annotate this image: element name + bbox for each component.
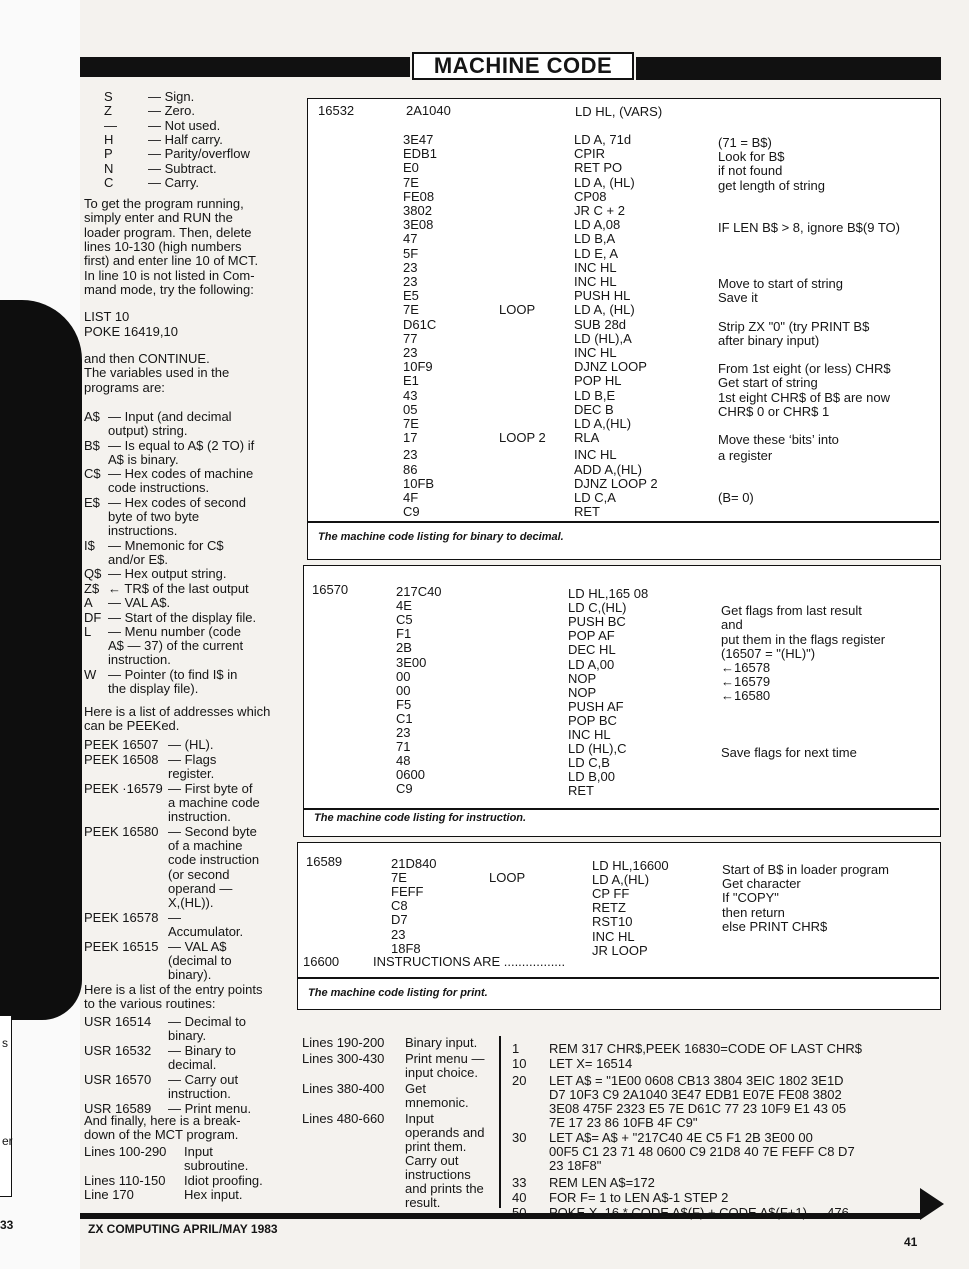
variable-desc: code instructions. — [108, 480, 210, 496]
intro-line: To get the program running, — [84, 196, 244, 211]
peek-desc: a machine code — [168, 795, 260, 810]
header-bar-right — [636, 57, 941, 80]
entry-intro-line: Here is a list of the entry points — [84, 982, 263, 997]
listing-mnemonic: LD HL,16600 — [592, 858, 669, 873]
peek-desc: instruction. — [168, 809, 231, 825]
breakdown-lines: Lines 300-430 — [302, 1051, 385, 1066]
listing-mnemonic: RET PO — [574, 160, 623, 176]
peek-desc: code instruction — [168, 852, 260, 868]
breakdown-desc: Get — [405, 1081, 426, 1096]
listing-hex: 10FB — [403, 475, 435, 491]
variable-desc: — Menu number (code — [108, 624, 241, 640]
program-line-text: D7 10F3 C9 2A1040 3E47 EDB1 E07E FE08 3802 — [549, 1087, 842, 1102]
variable-desc: instruction. — [108, 652, 171, 668]
listing-comment: Get character — [722, 876, 801, 892]
breakdown-desc: subroutine. — [184, 1158, 249, 1174]
listing-mnemonic: LD C,(HL) — [568, 600, 627, 616]
peek-intro-line: Here is a list of addresses which — [84, 704, 271, 719]
listing-hex: 217C40 — [396, 584, 442, 599]
listing-comment: Look for B$ — [718, 149, 785, 164]
listing-caption: The machine code listing for print. — [308, 987, 488, 999]
program-line-text: POKE X, 16 * CODE A$(F) + CODE A$(F+1) — 476 — [549, 1205, 849, 1220]
listing-mnemonic: DEC B — [574, 401, 614, 417]
peek-desc: register. — [168, 766, 215, 781]
entry-address: USR 16514 — [84, 1014, 152, 1029]
flag-desc: — Not used. — [148, 117, 221, 133]
program-line-text: 3E08 475F 2323 E5 7E D61C 77 23 10F9 E1 43 05 — [549, 1101, 847, 1116]
listing-hex: E5 — [403, 288, 419, 304]
entry-desc: — Decimal to — [168, 1014, 247, 1029]
listing-mnemonic: DJNZ LOOP 2 — [574, 475, 658, 491]
listing-label: LOOP — [499, 302, 536, 318]
listing-mnemonic: LD B,00 — [568, 769, 615, 785]
peek-address: PEEK 16515 — [84, 938, 159, 954]
peek-desc: — VAL A$ — [168, 938, 227, 954]
variable-name: W — [84, 666, 97, 682]
breakdown-desc: Input — [405, 1111, 434, 1126]
program-line-text: REM 317 CHR$,PEEK 16830=CODE OF LAST CHR$ — [549, 1041, 862, 1056]
peek-desc: Accumulator. — [168, 924, 244, 939]
flag-key: — — [104, 117, 117, 133]
breakdown-desc: Print menu — — [405, 1051, 485, 1066]
footer-issue: ZX COMPUTING APRIL/MAY 1983 — [88, 1222, 278, 1236]
program-line-number: 30 — [512, 1130, 527, 1145]
listing-comment: Start of B$ in loader program — [722, 862, 889, 877]
listing-footer-text: INSTRUCTIONS ARE ................. — [373, 954, 566, 969]
variable-desc: — Pointer (to find I$ in — [108, 666, 238, 682]
listing-hex: FE08 — [403, 188, 435, 204]
listing-hex: 18F8 — [391, 940, 421, 956]
breakdown-desc: Input — [184, 1144, 213, 1159]
section-title: MACHINE CODE — [412, 52, 634, 80]
breakdown-desc: Idiot proofing. — [184, 1172, 263, 1188]
listing-hex: 43 — [403, 387, 418, 403]
listing-hex: 71 — [396, 739, 411, 755]
variable-name: Q$ — [84, 566, 102, 582]
breakdown-lines: Lines 480-660 — [302, 1111, 385, 1126]
breakdown-lines: Lines 190-200 — [302, 1035, 385, 1050]
peek-address: PEEK 16507 — [84, 737, 159, 752]
left-page-illustration — [0, 300, 82, 1020]
listing-mnemonic: PUSH AF — [568, 698, 624, 714]
continue-line: and then CONTINUE. — [84, 351, 210, 366]
left-page-number: 33 — [0, 1218, 14, 1232]
breakdown-desc: print them. — [405, 1139, 467, 1154]
peek-desc: operand — — [168, 880, 233, 896]
variable-name: E$ — [84, 494, 100, 510]
listing-mnemonic: PUSH HL — [574, 288, 631, 304]
flag-key: S — [104, 89, 113, 104]
variable-desc: ← TR$ of the last output — [108, 580, 249, 596]
peek-intro-line: can be PEEKed. — [84, 718, 180, 734]
listing-hex: 00 — [396, 668, 411, 684]
listing-mnemonic: SUB 28d — [574, 316, 627, 332]
listing-hex: 7E — [403, 174, 419, 190]
program-line-number: 50 — [512, 1205, 527, 1220]
listing-comment: ←16579 — [721, 674, 771, 689]
flag-desc: — Half carry. — [148, 131, 223, 147]
variable-desc: — VAL A$. — [108, 595, 171, 611]
listing-hex: FEFF — [391, 884, 424, 900]
variable-desc: — Hex codes of second — [108, 494, 247, 510]
listing-comment: CHR$ 0 or CHR$ 1 — [718, 404, 830, 419]
listing-mnemonic: LD C,A — [574, 490, 616, 505]
listing-comment: Save it — [718, 290, 758, 305]
breakdown-desc: result. — [405, 1195, 441, 1210]
listing-hex: 23 — [396, 725, 411, 740]
listing-comment: after binary input) — [718, 333, 820, 348]
listing-mnemonic: INC HL — [574, 259, 617, 275]
listing-mnemonic: INC HL — [574, 447, 617, 463]
program-line-number: 20 — [512, 1073, 527, 1088]
listing-hex: 3E00 — [396, 654, 427, 670]
listing-mnemonic: JR LOOP — [592, 942, 648, 958]
listing-hex: 0600 — [396, 767, 425, 783]
entry-desc: instruction. — [168, 1086, 231, 1102]
listing-hex: 21D840 — [391, 856, 437, 871]
listing-hex: 05 — [403, 401, 418, 417]
breakdown-lines: Lines 110-150 — [84, 1172, 166, 1188]
next-page-arrow-icon — [920, 1188, 944, 1220]
program-line-text: 00F5 C1 23 71 48 0600 C9 21D8 40 7E FEFF C8 D7 — [549, 1144, 855, 1159]
caption-divider — [308, 521, 939, 523]
entry-intro-line: to the various routines: — [84, 996, 216, 1012]
breakdown-lines: Line 170 — [84, 1187, 134, 1203]
listing-hex: 3E47 — [403, 132, 434, 147]
program-line-text: LET X= 16514 — [549, 1056, 633, 1071]
breakdown-lines: Lines 380-400 — [302, 1081, 385, 1096]
peek-desc: (or second — [168, 866, 230, 882]
intro-line: mand mode, try the following: — [84, 281, 254, 297]
listing-hex: 23 — [403, 259, 418, 275]
variable-desc: output) string. — [108, 423, 188, 439]
listing-hex: F5 — [396, 696, 412, 712]
variable-name: DF — [84, 609, 102, 625]
listing-mnemonic: PUSH BC — [568, 614, 626, 630]
variable-name: A — [84, 595, 93, 611]
variable-desc: A$ is binary. — [108, 451, 179, 467]
breakdown-desc: Hex input. — [184, 1187, 243, 1203]
listing-comment: Move these ‘bits’ into — [718, 432, 839, 447]
peek-address: PEEK 16580 — [84, 824, 159, 839]
listing-address: 16600 — [303, 954, 340, 969]
listing-comment: Strip ZX "0" (try PRINT B$ — [718, 319, 870, 334]
flag-desc: — Sign. — [148, 89, 195, 104]
variable-desc: A$ — 37) of the current — [108, 638, 244, 654]
listing-hex: 23 — [403, 274, 418, 289]
peek-address: PEEK 16508 — [84, 751, 159, 767]
listing-mnemonic: POP AF — [568, 628, 615, 644]
listing-mnemonic: LD B,A — [574, 231, 616, 247]
command-line: POKE 16419,10 — [84, 323, 178, 339]
listing-hex: E0 — [403, 160, 419, 176]
listing-comment: ←16578 — [721, 660, 771, 675]
flag-key: C — [104, 174, 114, 190]
listing-hex: 3802 — [403, 203, 432, 218]
peek-address: PEEK ·16579 — [84, 780, 163, 796]
listing-mnemonic: NOP — [568, 670, 597, 686]
variable-name: A$ — [84, 409, 100, 424]
listing-hex: 4F — [403, 490, 419, 505]
listing-mnemonic: CP08 — [574, 188, 607, 204]
listing-mnemonic: POP BC — [568, 712, 617, 728]
listing-hex: D7 — [391, 912, 408, 928]
listing-hex: 77 — [403, 330, 418, 346]
listing-hex: 3E08 — [403, 217, 434, 233]
peek-desc: — — [168, 909, 181, 925]
program-line-number: 1 — [512, 1041, 520, 1056]
listing-comment: IF LEN B$ > 8, ignore B$(9 TO) — [718, 220, 900, 235]
variable-desc: — Start of the display file. — [108, 609, 257, 625]
listing-mnemonic: LD B,E — [574, 387, 616, 403]
listing-hex: C1 — [396, 710, 413, 726]
program-line-text: REM LEN A$=172 — [549, 1175, 655, 1190]
listing-mnemonic: POP HL — [574, 373, 622, 389]
listing-mnemonic: LD C,B — [568, 755, 610, 771]
listing-mnemonic: LD A,(HL) — [574, 416, 632, 431]
flag-key: N — [104, 160, 114, 176]
listing-comment: Save flags for next time — [721, 745, 857, 760]
listing-hex: C5 — [396, 612, 413, 628]
flag-desc: — Subtract. — [148, 160, 217, 176]
variable-desc: byte of two byte — [108, 508, 200, 524]
peek-desc: — Flags — [168, 751, 217, 767]
command-line: LIST 10 — [84, 309, 130, 324]
listing-hex: 47 — [403, 231, 418, 247]
listing-comment: put them in the flags register — [721, 632, 886, 647]
listing-hex: C9 — [403, 504, 420, 520]
breakdown-desc: instructions — [405, 1167, 471, 1182]
listing-mnemonic: LD HL,165 08 — [568, 586, 649, 601]
listing-comment: 1st eight CHR$ of B$ are now — [718, 390, 890, 405]
listing-mnemonic: RET — [568, 783, 594, 799]
listing-mnemonic: INC HL — [574, 274, 617, 289]
listing-comment: (B= 0) — [718, 490, 754, 505]
variable-name: B$ — [84, 437, 100, 453]
variable-desc: — Is equal to A$ (2 TO) if — [108, 437, 255, 453]
flag-desc: — Zero. — [148, 103, 195, 119]
listing-comment: ←16580 — [721, 688, 771, 703]
listing-mnemonic: CP FF — [592, 886, 630, 902]
listing-mnemonic: LD (HL),A — [574, 330, 632, 346]
listing-caption: The machine code listing for instruction. — [314, 812, 527, 824]
listing-comment: get length of string — [718, 178, 825, 193]
entry-address: USR 16570 — [84, 1072, 152, 1087]
program-line-text: LET A$= A$ + "217C40 4E C5 F1 2B 3E00 00 — [549, 1130, 813, 1145]
intro-line: first) and enter line 10 of MCT. — [84, 253, 259, 269]
variable-desc: and/or E$. — [108, 551, 168, 567]
variable-desc: the display file). — [108, 680, 199, 696]
listing-comment: if not found — [718, 163, 783, 178]
listing-address: 16570 — [312, 582, 349, 597]
listing-label: LOOP — [489, 870, 526, 886]
left-page-fragment: er — [2, 1134, 13, 1148]
listing-mnemonic: RLA — [574, 430, 600, 446]
page-number: 41 — [904, 1235, 918, 1249]
entry-desc: binary. — [168, 1028, 207, 1044]
intro-line: simply enter and RUN the — [84, 210, 233, 226]
listing-mnemonic: ADD A,(HL) — [574, 461, 642, 477]
listing-comment: (71 = B$) — [718, 135, 772, 150]
entry-address: USR 16589 — [84, 1101, 152, 1116]
peek-desc: — (HL). — [168, 737, 214, 752]
breakdown-intro-line: down of the MCT program. — [84, 1127, 239, 1143]
program-line-number: 33 — [512, 1175, 527, 1190]
variable-desc: — Mnemonic for C$ — [108, 537, 224, 553]
listing-hex: 7E — [391, 870, 407, 886]
left-page-fragment: s — [2, 1036, 8, 1050]
listing-mnemonic: RST10 — [592, 914, 633, 930]
peek-desc: — Second byte — [168, 824, 257, 839]
listing-hex: C9 — [396, 781, 413, 797]
variable-desc: — Hex codes of machine — [108, 466, 254, 482]
listing-mnemonic: RET — [574, 504, 600, 520]
listing-address: 16532 — [318, 103, 355, 118]
listing-mnemonic: LD A, 71d — [574, 132, 632, 147]
listing-mnemonic: LD (HL),C — [568, 741, 627, 757]
entry-address: USR 16532 — [84, 1043, 152, 1058]
listing-comment: and — [721, 617, 743, 632]
listing-caption: The machine code listing for binary to decimal. — [318, 531, 564, 543]
listing-mnemonic: NOP — [568, 684, 597, 700]
listing-hex: 4E — [396, 598, 412, 614]
listing-mnemonic: LD A, (HL) — [574, 302, 635, 318]
entry-desc: — Carry out — [168, 1072, 239, 1087]
listing-mnemonic: LD E, A — [574, 245, 619, 261]
breakdown-intro-line: And finally, here is a break- — [84, 1113, 241, 1128]
listing-hex: 2A1040 — [406, 103, 451, 118]
header-bar-left — [80, 57, 410, 77]
entry-desc: — Binary to — [168, 1043, 236, 1058]
variable-desc: — Hex output string. — [108, 566, 227, 582]
listing-mnemonic: INC HL — [568, 727, 611, 742]
variable-desc: instructions. — [108, 523, 178, 538]
listing-hex: 5F — [403, 245, 419, 261]
variable-name: I$ — [84, 537, 95, 553]
intro-line: loader program. Then, delete — [84, 224, 252, 240]
breakdown-desc: Binary input. — [405, 1035, 478, 1050]
peek-desc: (decimal to — [168, 953, 232, 968]
caption-divider — [304, 808, 939, 810]
continue-line: The variables used in the — [84, 365, 230, 381]
listing-comment: Get start of string — [718, 375, 818, 390]
listing-hex: 2B — [396, 640, 412, 656]
peek-address: PEEK 16578 — [84, 909, 159, 925]
listing-mnemonic: LD A,(HL) — [592, 872, 650, 888]
program-divider — [499, 1036, 501, 1208]
listing-hex: 23 — [391, 926, 406, 942]
program-line-text: 7E 17 23 86 10FB 4F C9" — [549, 1115, 698, 1130]
listing-comment: (16507 = "(HL)") — [721, 646, 816, 661]
listing-mnemonic: LD A,08 — [574, 217, 621, 233]
entry-desc: decimal. — [168, 1057, 217, 1073]
listing-mnemonic: CPIR — [574, 146, 606, 162]
program-line-number: 40 — [512, 1190, 527, 1205]
listing-address: 16589 — [306, 854, 343, 869]
listing-mnemonic: JR C + 2 — [574, 203, 625, 218]
breakdown-desc: operands and — [405, 1125, 485, 1140]
breakdown-desc: input choice. — [405, 1065, 478, 1080]
program-line-text: LET A$ = "1E00 0608 CB13 3804 3EIC 1802 3E1D — [549, 1073, 844, 1088]
peek-desc: of a machine — [168, 838, 243, 854]
listing-hex: E1 — [403, 373, 419, 389]
listing-hex: 48 — [396, 753, 411, 769]
program-line-text: 23 18F8" — [549, 1158, 602, 1173]
listing-comment: From 1st eight (or less) CHR$ — [718, 361, 891, 376]
entry-desc: — Print menu. — [168, 1101, 252, 1116]
listing-mnemonic: INC HL — [592, 928, 635, 944]
continue-line: programs are: — [84, 379, 165, 395]
listing-mnemonic: RETZ — [592, 900, 626, 916]
listing-hex: 7E — [403, 416, 419, 431]
listing-mnemonic: DEC HL — [568, 642, 616, 658]
listing-hex: C8 — [391, 898, 408, 914]
listing-hex: 86 — [403, 461, 418, 477]
flag-desc: — Carry. — [148, 174, 200, 190]
listing-label: LOOP 2 — [499, 430, 546, 446]
listing-hex: 00 — [396, 682, 411, 698]
flag-key: Z — [104, 103, 112, 119]
listing-comment: else PRINT CHR$ — [722, 918, 828, 934]
variable-desc: — Input (and decimal — [108, 409, 232, 424]
peek-desc: — First byte of — [168, 780, 253, 796]
listing-hex: 7E — [403, 302, 419, 318]
listing-hex: F1 — [396, 626, 412, 642]
listing-mnemonic: LD A, (HL) — [574, 174, 635, 190]
flag-key: H — [104, 131, 114, 147]
listing-mnemonic: LD HL, (VARS) — [575, 104, 663, 119]
flag-key: P — [104, 146, 113, 162]
breakdown-desc: mnemonic. — [405, 1095, 469, 1110]
listing-hex: 17 — [403, 430, 418, 446]
listing-mnemonic: LD A,00 — [568, 656, 615, 672]
listing-comment: then return — [722, 904, 785, 920]
variable-name: Z$ — [84, 580, 100, 596]
listing-hex: 23 — [403, 345, 418, 360]
breakdown-desc: and prints the — [405, 1181, 484, 1196]
flag-desc: — Parity/overflow — [148, 146, 250, 162]
intro-line: In line 10 is not listed in Com- — [84, 267, 255, 283]
listing-mnemonic: INC HL — [574, 345, 617, 360]
listing-comment: a register — [718, 448, 773, 463]
variable-name: L — [84, 624, 92, 640]
listing-hex: D61C — [403, 316, 437, 332]
listing-comment: If "COPY" — [722, 890, 779, 906]
listing-hex: EDB1 — [403, 146, 437, 162]
breakdown-lines: Lines 100-290 — [84, 1144, 167, 1159]
peek-desc: binary). — [168, 967, 212, 983]
program-line-text: FOR F= 1 to LEN A$-1 STEP 2 — [549, 1190, 729, 1205]
listing-comment: Move to start of string — [718, 276, 843, 291]
intro-line: lines 10-130 (high numbers — [84, 238, 242, 254]
listing-comment: Get flags from last result — [721, 603, 862, 618]
listing-hex: 10F9 — [403, 359, 433, 375]
breakdown-desc: Carry out — [405, 1153, 459, 1168]
listing-hex: 23 — [403, 447, 418, 463]
program-line-number: 10 — [512, 1056, 527, 1071]
caption-divider — [298, 977, 939, 979]
peek-desc: X,(HL)). — [168, 895, 214, 910]
listing-mnemonic: DJNZ LOOP — [574, 359, 647, 375]
variable-name: C$ — [84, 466, 101, 482]
